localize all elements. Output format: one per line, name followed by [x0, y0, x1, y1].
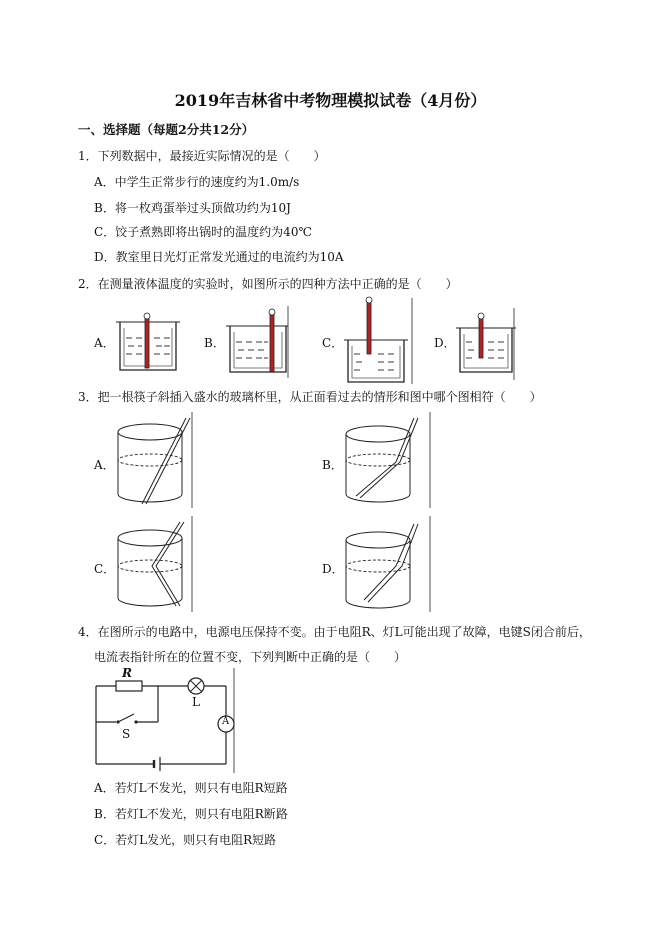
- question-2-stem: 2．在测量液体温度的实验时，如图所示的四种方法中正确的是（ ）: [78, 277, 458, 291]
- resistor-label: R: [122, 666, 132, 680]
- q4-option-a: A．若灯L不发光，则只有电阻R短路: [94, 781, 288, 795]
- q2-label-b: B．: [204, 336, 225, 350]
- q2-figure-b: [222, 304, 298, 384]
- q1-option-d: D．教室里日光灯正常发光通过的电流约为10A: [94, 250, 344, 264]
- q3-figure-a: [112, 412, 196, 508]
- circuit-diagram: [90, 668, 240, 773]
- q3-label-a: A．: [94, 458, 115, 472]
- q2-label-a: A．: [94, 336, 115, 350]
- switch-label: S: [122, 727, 131, 741]
- ammeter-label: A: [222, 716, 230, 727]
- question-4-stem-line2: 电流表指针所在的位置不变，下列判断中正确的是（ ）: [94, 650, 407, 664]
- q4-option-b: B．若灯L不发光，则只有电阻R断路: [94, 807, 288, 821]
- q3-label-c: C．: [94, 562, 116, 576]
- q2-figure-a: [110, 304, 186, 384]
- q3-figure-c: [112, 516, 196, 612]
- q3-label-b: B．: [322, 458, 343, 472]
- q2-figure-c: [340, 296, 420, 386]
- q4-option-c: C．若灯L发光，则只有电阻R短路: [94, 833, 277, 847]
- q1-option-a: A．中学生正常步行的速度约为1.0m/s: [94, 175, 300, 189]
- question-1-stem: 1．下列数据中，最接近实际情况的是（ ）: [78, 149, 326, 163]
- question-3-stem: 3．把一根筷子斜插入盛水的玻璃杯里，从正面看过去的情形和图中哪个图相符（ ）: [78, 390, 542, 404]
- q1-option-b: B．将一枚鸡蛋举过头顶做功约为10J: [94, 201, 291, 215]
- q3-label-d: D．: [322, 562, 344, 576]
- q1-option-c: C．饺子煮熟即将出锅时的温度约为40℃: [94, 225, 312, 239]
- q2-label-d: D．: [434, 336, 456, 350]
- q2-figure-d: [452, 304, 528, 384]
- page-title: 2019年吉林省中考物理模拟试卷（4月份）: [174, 91, 487, 110]
- section-heading: 一、选择题（每题2分共12分）: [78, 122, 255, 137]
- q3-figure-b: [340, 412, 434, 508]
- lamp-label: L: [192, 695, 200, 709]
- q2-label-c: C．: [322, 336, 344, 350]
- question-4-stem-line1: 4．在图所示的电路中，电源电压保持不变。由于电阻R、灯L可能出现了故障，电键S闭合前后，: [78, 625, 591, 639]
- q3-figure-d: [340, 516, 434, 612]
